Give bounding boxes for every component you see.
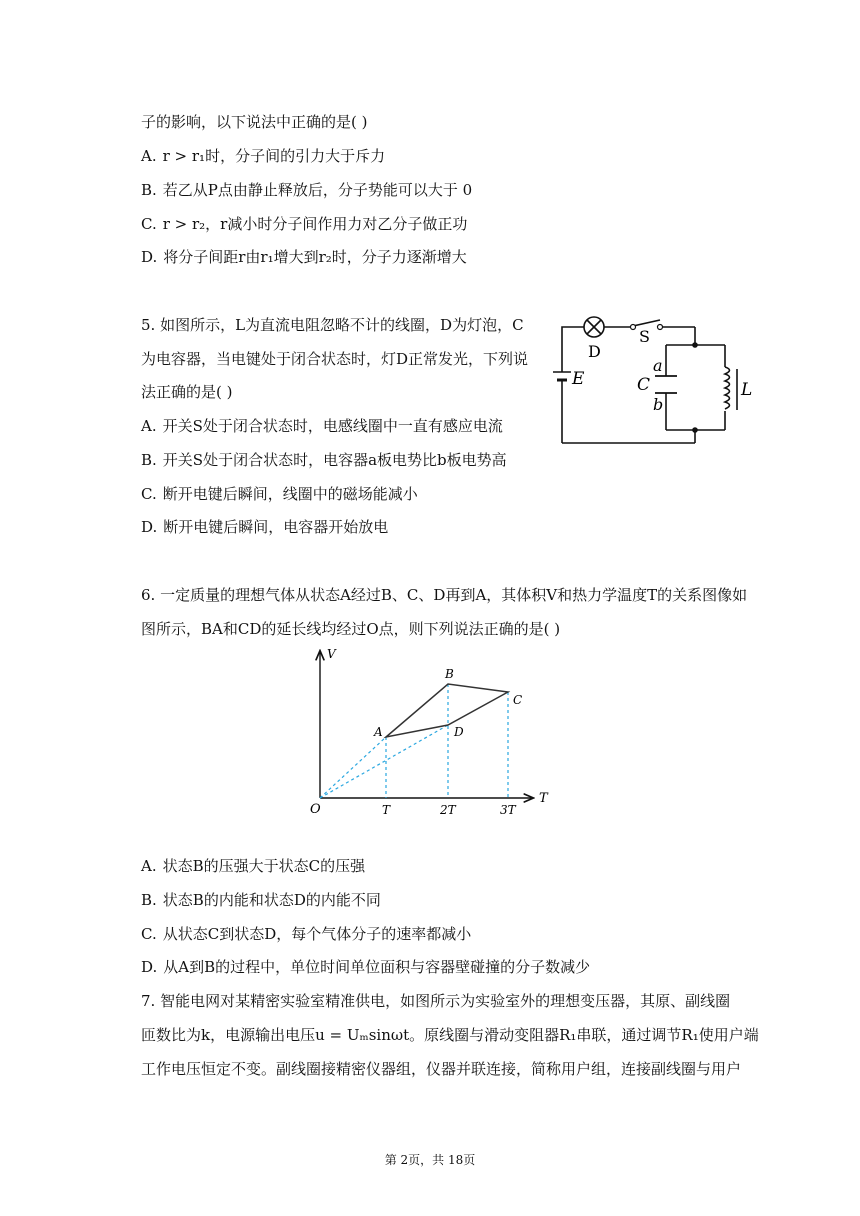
option-letter: C.: [141, 485, 157, 503]
option-text: 若乙从P点由静止释放后，分子势能可以大于 0: [162, 181, 473, 199]
option-text: 状态B的压强大于状态C的压强: [162, 857, 366, 875]
q6-option-d: [141, 957, 590, 977]
origin-label: O: [310, 802, 321, 817]
dashed-line-od: [320, 725, 448, 798]
tick-label-3t: 3T: [500, 803, 516, 817]
point-d-label: D: [454, 725, 464, 739]
v-axis-label: V: [327, 647, 336, 661]
cycle-abcd: [386, 684, 508, 737]
tick-label-t: T: [382, 803, 391, 817]
option-text: 状态B的内能和状态D的内能不同: [162, 891, 381, 909]
plate-a-label: a: [653, 356, 663, 375]
dashed-line-oa: [320, 737, 386, 798]
q6-option-a: [141, 856, 365, 876]
battery-label: E: [572, 369, 585, 389]
tick-label-2t: 2T: [440, 803, 456, 817]
q4-stem-end: 子的影响，以下说法中正确的是( ): [141, 113, 368, 131]
q7-stem-line-2: 匝数比为k，电源输出电压u = Uₘsinωt。原线圈与滑动变阻器R₁串联，通过调节R₁使用户端: [141, 1026, 759, 1044]
option-text: 将分子间距r由r₁增大到r₂时，分子力逐渐增大: [163, 248, 467, 266]
switch-label: S: [639, 327, 650, 346]
option-letter: D.: [141, 248, 158, 266]
option-letter: D.: [141, 958, 158, 976]
q7-stem-line-3: 工作电压恒定不变。副线圈接精密仪器组，仪器并联连接，简称用户组，连接副线圈与用户: [141, 1060, 742, 1078]
q5-option-c: [141, 484, 418, 504]
inductor-coil-icon: [725, 367, 730, 409]
option-text: 从A到B的过程中，单位时间单位面积与容器壁碰撞的分子数减少: [163, 958, 591, 976]
option-letter: A.: [141, 857, 157, 875]
option-text: r > r₁时，分子间的引力大于斥力: [162, 147, 386, 165]
q4-option-d: [141, 247, 467, 267]
option-text: 开关S处于闭合状态时，电容器a板电势比b板电势高: [162, 451, 507, 469]
capacitor-label: C: [637, 375, 651, 395]
q6-stem-line-1: 6. 一定质量的理想气体从状态A经过B、C、D再到A，其体积V和热力学温度T的关系图像如: [141, 586, 748, 604]
junction-dot-top: [692, 342, 698, 348]
option-text: 断开电键后瞬间，线圈中的磁场能减小: [162, 485, 418, 503]
circuit-wire-left-top: [562, 327, 584, 372]
q4-option-a: [141, 146, 385, 166]
q5-option-d: [141, 517, 388, 537]
q5-option-a: [141, 416, 503, 436]
option-letter: A.: [141, 417, 157, 435]
option-letter: B.: [141, 181, 157, 199]
option-text: r > r₂，r减小时分子间作用力对乙分子做正功: [162, 215, 468, 233]
option-letter: B.: [141, 451, 157, 469]
q6-option-c: [141, 924, 471, 944]
t-axis-label: T: [539, 791, 548, 806]
option-letter: A.: [141, 147, 157, 165]
q5-stem-line-3: 法正确的是( ): [141, 383, 233, 401]
option-text: 断开电键后瞬间，电容器开始放电: [163, 518, 389, 536]
q6-option-b: [141, 890, 381, 910]
option-letter: D.: [141, 518, 158, 536]
q5-option-b: [141, 450, 507, 470]
lamp-label: D: [588, 342, 601, 361]
option-text: 从状态C到状态D，每个气体分子的速率都减小: [162, 925, 472, 943]
plate-b-label: b: [653, 395, 664, 414]
switch-contact-left: [631, 325, 636, 330]
q5-stem-line-2: 为电容器，当电键处于闭合状态时，灯D正常发光，下列说: [141, 350, 529, 368]
q4-option-c: [141, 214, 467, 234]
q6-vt-graph: [305, 642, 560, 820]
switch-blade: [633, 320, 660, 326]
option-letter: B.: [141, 891, 157, 909]
q4-option-b: [141, 180, 472, 200]
q5-stem-line-1: 5. 如图所示，L为直流电阻忽略不计的线圈，D为灯泡，C: [141, 316, 524, 334]
inductor-label: L: [741, 380, 753, 400]
point-c-label: C: [513, 693, 523, 707]
page-footer: 第 2页，共 18页: [384, 1153, 476, 1167]
switch-contact-right: [658, 325, 663, 330]
q5-circuit-diagram: [550, 310, 760, 450]
q6-stem-line-2: 图所示，BA和CD的延长线均经过O点，则下列说法正确的是( ): [141, 620, 561, 638]
option-text: 开关S处于闭合状态时，电感线圈中一直有感应电流: [162, 417, 503, 435]
point-a-label: A: [374, 725, 383, 739]
option-letter: C.: [141, 215, 157, 233]
point-b-label: B: [445, 667, 454, 681]
junction-dot-bottom: [692, 427, 698, 433]
q7-stem-line-1: 7. 智能电网对某精密实验室精准供电，如图所示为实验室外的理想变压器，其原、副线圈: [141, 992, 731, 1010]
option-letter: C.: [141, 925, 157, 943]
